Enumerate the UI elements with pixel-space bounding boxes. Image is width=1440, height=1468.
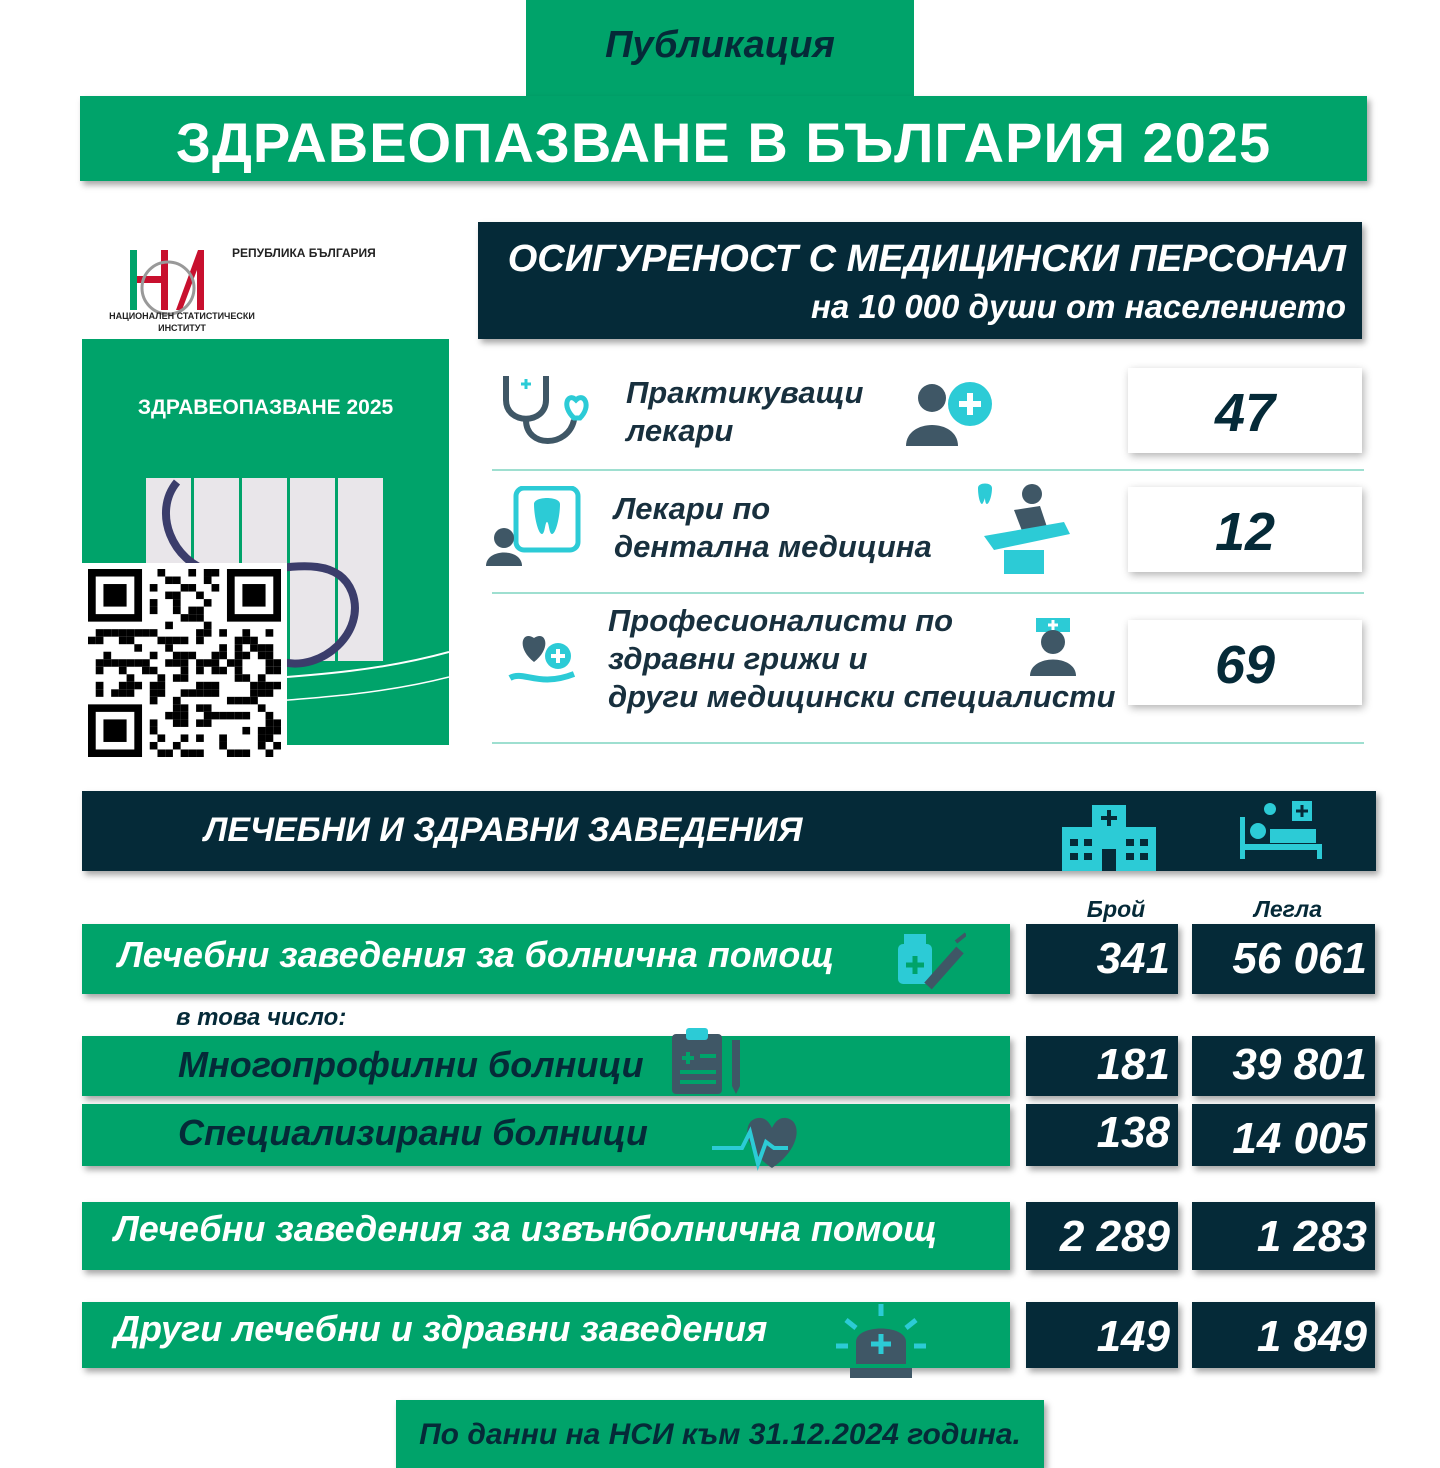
beds-cell: [1192, 1302, 1375, 1368]
column-header-beds: Легла: [1254, 896, 1322, 922]
beds-cell: [1192, 924, 1375, 994]
staff-item-dentists: [614, 490, 932, 566]
stethoscope-heart-icon: [496, 370, 594, 450]
staff-item-label: Лекари по: [614, 491, 771, 526]
heartbeat-icon: [712, 1112, 808, 1174]
count-cell: [1026, 1202, 1178, 1270]
cover-institute-line2: ИНСТИТУТ: [158, 323, 206, 333]
institution-row-multiprofile: [82, 1036, 1010, 1096]
institution-row-hospital-care: [82, 924, 1010, 994]
cover-institute-line1: НАЦИОНАЛЕН СТАТИСТИЧЕСКИ: [109, 311, 255, 321]
staff-value-doctors: 47: [1214, 383, 1276, 443]
staff-item-doctors: [626, 374, 864, 450]
cover-republic: РЕПУБЛИКА БЪЛГАРИЯ: [232, 246, 376, 260]
institution-label: Лечебни заведения за извънболнична помощ: [114, 1208, 938, 1249]
staffing-subheading: на 10 000 души от населението: [811, 288, 1346, 325]
divider: [492, 592, 1364, 594]
column-header-count: Брой: [1086, 896, 1146, 922]
source-note-box: [396, 1400, 1044, 1468]
institution-row-other: [82, 1302, 1010, 1368]
count-hospital-care: 341: [1096, 934, 1170, 983]
institution-label: Лечебни заведения за болнична помощ: [118, 934, 835, 975]
count-specialized: 138: [1096, 1108, 1170, 1157]
dental-chair-icon: [974, 480, 1076, 576]
beds-cell: [1192, 1202, 1375, 1270]
hospital-bed-icon: [1240, 799, 1322, 861]
staff-value-box: [1128, 487, 1362, 572]
institution-label: Други лечебни и здравни заведения: [114, 1308, 768, 1349]
doctor-plus-icon: [904, 378, 996, 448]
staff-item-label: Практикуващи: [626, 375, 864, 410]
institutions-heading-box: [82, 791, 1376, 871]
main-title-banner: [80, 96, 1367, 181]
staff-item-label: Професионалисти по: [608, 603, 954, 638]
beds-cell: [1192, 1104, 1375, 1166]
beds-cell: [1192, 1036, 1375, 1096]
count-cell: [1026, 924, 1178, 994]
qr-code-icon: [88, 569, 281, 757]
institution-row-specialized: [82, 1104, 1010, 1166]
staff-value-dentists: 12: [1214, 502, 1276, 562]
emergency-light-icon: [836, 1302, 926, 1384]
count-cell: [1026, 1302, 1178, 1368]
count-other: 149: [1096, 1312, 1170, 1361]
staff-value-box: [1128, 620, 1362, 705]
beds-hospital-care: 56 061: [1232, 934, 1367, 983]
count-cell: [1026, 1104, 1178, 1166]
in-that-label: в това число:: [176, 1004, 347, 1031]
clipboard-icon: [670, 1026, 744, 1096]
page-title: ЗДРАВЕОПАЗВАНЕ В БЪЛГАРИЯ 2025: [175, 111, 1272, 174]
staff-value-care-professionals: 69: [1214, 635, 1276, 695]
medicine-syringe-icon: [894, 930, 966, 992]
staff-item-label: лекари: [626, 413, 734, 448]
nurse-icon: [1028, 612, 1078, 678]
institutions-heading: ЛЕЧЕБНИ И ЗДРАВНИ ЗАВЕДЕНИЯ: [204, 811, 803, 849]
institution-label: Многопрофилни болници: [178, 1044, 644, 1085]
dentist-tooth-icon: [486, 486, 582, 568]
divider: [492, 469, 1364, 471]
divider: [492, 742, 1364, 744]
staffing-heading: ОСИГУРЕНОСТ С МЕДИЦИНСКИ ПЕРСОНАЛ: [507, 238, 1346, 280]
staff-item-label: дентална медицина: [614, 529, 932, 564]
beds-outpatient: 1 283: [1256, 1212, 1367, 1261]
count-outpatient: 2 289: [1059, 1212, 1170, 1261]
publication-tab: [526, 0, 914, 98]
beds-specialized: 14 005: [1232, 1114, 1367, 1163]
care-hand-heart-icon: [508, 626, 576, 692]
count-cell: [1026, 1036, 1178, 1096]
publication-label: Публикация: [605, 24, 835, 66]
hospital-building-icon: [1062, 805, 1156, 871]
source-note: По данни на НСИ към 31.12.2024 година.: [419, 1418, 1021, 1451]
staff-item-label: други медицински специалисти: [608, 679, 1116, 714]
institution-row-outpatient: [82, 1202, 1010, 1270]
staff-item-label: здравни грижи и: [608, 641, 868, 676]
beds-other: 1 849: [1256, 1312, 1367, 1361]
cover-header: [82, 222, 449, 339]
count-multiprofile: 181: [1096, 1040, 1170, 1089]
qr-code[interactable]: [82, 563, 287, 763]
cover-institute-name: [92, 310, 272, 334]
institution-label: Специализирани болници: [178, 1112, 648, 1153]
staff-value-box: [1128, 368, 1362, 453]
beds-multiprofile: 39 801: [1232, 1040, 1367, 1089]
cover-title: ЗДРАВЕОПАЗВАНЕ 2025: [137, 396, 394, 419]
staffing-heading-box: [478, 222, 1362, 339]
